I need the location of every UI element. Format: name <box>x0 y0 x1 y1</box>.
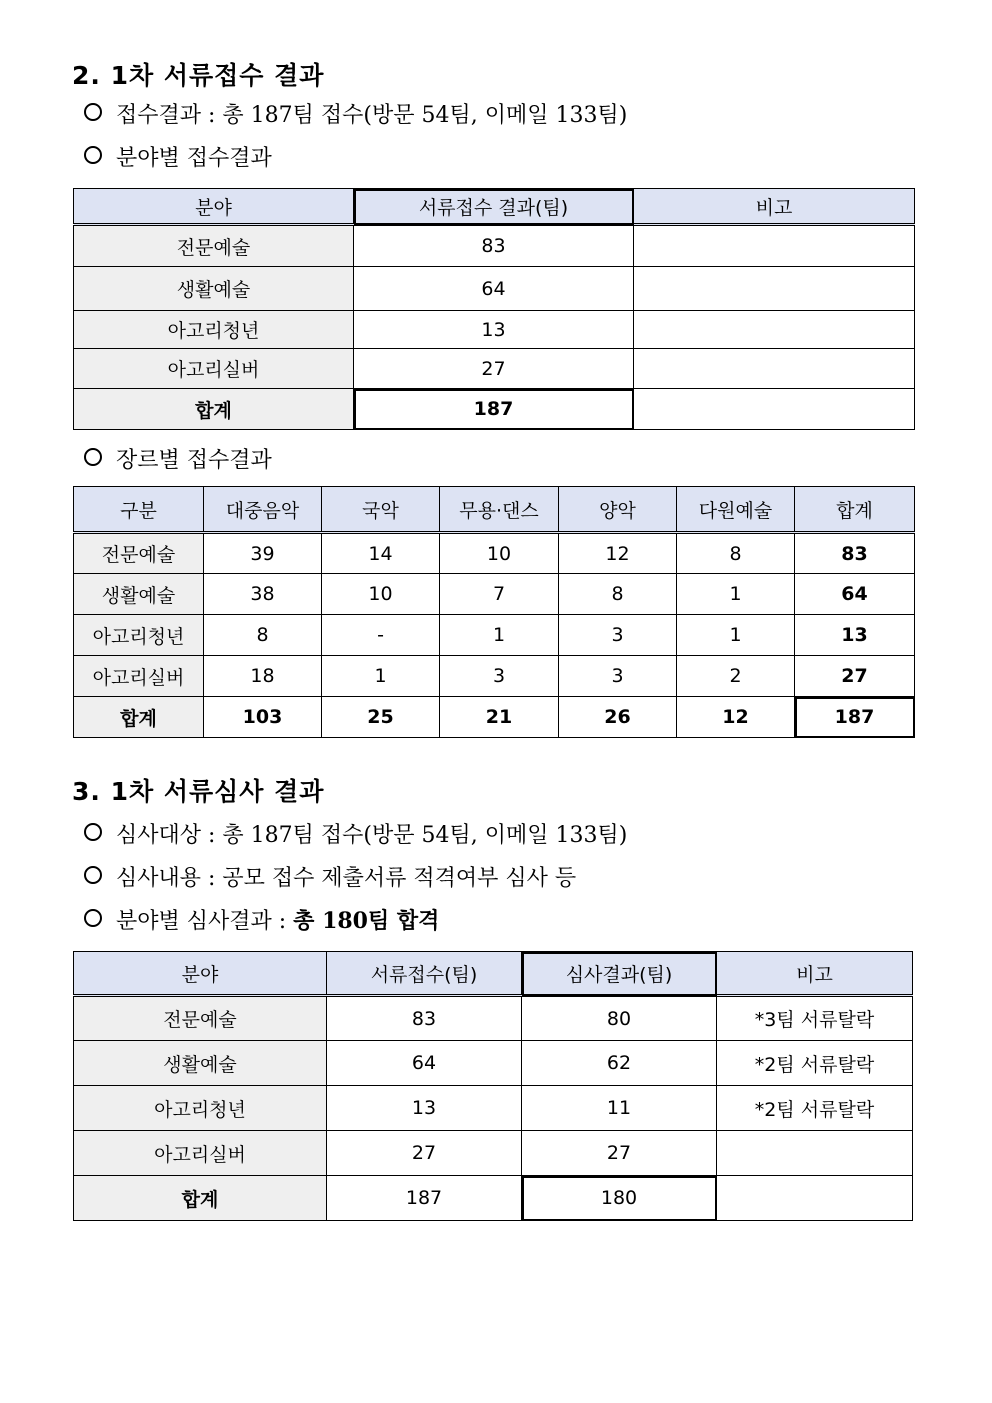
table-header: 양악 <box>559 487 677 533</box>
circle-bullet-icon <box>84 448 102 466</box>
table-cell: 18 <box>204 656 322 697</box>
table-cell: 1 <box>677 615 795 656</box>
table-cell: 187 <box>327 1176 522 1221</box>
circle-bullet-icon <box>84 866 102 884</box>
table-total-row <box>74 697 915 738</box>
circle-bullet-icon <box>84 823 102 841</box>
table-row <box>74 267 915 311</box>
bullet-genre-result: 장르별 접수결과 <box>84 443 272 474</box>
table-cell: 합계 <box>74 389 354 430</box>
table-cell: 187 <box>795 697 915 738</box>
table-header: 비고 <box>717 952 913 996</box>
table-cell: *2팀 서류탈락 <box>717 1086 913 1131</box>
table-header: 무용·댄스 <box>440 487 559 533</box>
table-cell: 27 <box>795 656 915 697</box>
table-cell: 13 <box>354 311 634 349</box>
table-row <box>74 311 915 349</box>
table-header: 국악 <box>322 487 440 533</box>
table-cell: *3팀 서류탈락 <box>717 996 913 1041</box>
table-cell: 아고리청년 <box>74 1086 327 1131</box>
table-header: 다원예술 <box>677 487 795 533</box>
bullet-review-content: 심사내용 : 공모 접수 제출서류 적격여부 심사 등 <box>84 861 576 892</box>
table-row <box>74 656 915 697</box>
table-cell: 180 <box>522 1176 717 1221</box>
table-header: 서류접수 결과(팀) <box>354 189 634 225</box>
table-cell: 전문예술 <box>74 533 204 574</box>
table-total-row <box>74 389 915 430</box>
table-header: 심사결과(팀) <box>522 952 717 996</box>
table-header: 합계 <box>795 487 915 533</box>
table-cell: 64 <box>327 1041 522 1086</box>
table-row <box>74 574 915 615</box>
table-header: 분야 <box>74 189 354 225</box>
table-cell: - <box>322 615 440 656</box>
table-cell: 2 <box>677 656 795 697</box>
table-row <box>74 615 915 656</box>
table-cell <box>634 349 915 389</box>
table-cell: 21 <box>440 697 559 738</box>
table-header: 비고 <box>634 189 915 225</box>
table-header: 분야 <box>74 952 327 996</box>
bullet-reception-result: 접수결과 : 총 187팀 접수(방문 54팀, 이메일 133팀) <box>84 98 627 129</box>
table-cell <box>634 311 915 349</box>
table-cell: 13 <box>795 615 915 656</box>
table-header: 구분 <box>74 487 204 533</box>
table-cell: 103 <box>204 697 322 738</box>
table-cell <box>634 225 915 267</box>
table-row <box>74 996 913 1041</box>
table-cell: 10 <box>322 574 440 615</box>
table-cell: 83 <box>327 996 522 1041</box>
table-cell: 83 <box>795 533 915 574</box>
genre-reception-table <box>73 486 915 738</box>
table-cell: 아고리청년 <box>74 311 354 349</box>
table-cell: 3 <box>559 615 677 656</box>
table-cell: 3 <box>440 656 559 697</box>
table-cell: 8 <box>204 615 322 656</box>
table-cell: 27 <box>327 1131 522 1176</box>
bullet-review-result: 분야별 심사결과 : 총 180팀 합격 <box>84 904 439 935</box>
section2-heading: 2. 1차 서류접수 결과 <box>72 61 325 90</box>
table-header: 대중음악 <box>204 487 322 533</box>
table-cell: 187 <box>354 389 634 430</box>
table-cell: 8 <box>559 574 677 615</box>
table-cell: 생활예술 <box>74 267 354 311</box>
table-cell: 아고리실버 <box>74 1131 327 1176</box>
table-cell: 아고리청년 <box>74 615 204 656</box>
table-cell <box>634 267 915 311</box>
table-cell: 3 <box>559 656 677 697</box>
field-reception-table <box>73 188 915 430</box>
table-cell <box>717 1176 913 1221</box>
table-cell: 1 <box>440 615 559 656</box>
table-total-row <box>74 1176 913 1221</box>
table-row <box>74 225 915 267</box>
table-row <box>74 1086 913 1131</box>
table-header: 서류접수(팀) <box>327 952 522 996</box>
bullet-field-result: 분야별 접수결과 <box>84 141 272 172</box>
table-cell: 38 <box>204 574 322 615</box>
table-cell: 25 <box>322 697 440 738</box>
table-cell <box>717 1131 913 1176</box>
bullet-review-target: 심사대상 : 총 187팀 접수(방문 54팀, 이메일 133팀) <box>84 818 627 849</box>
table-cell: 27 <box>522 1131 717 1176</box>
table-cell: 전문예술 <box>74 225 354 267</box>
table-cell: 12 <box>677 697 795 738</box>
table-row <box>74 533 915 574</box>
table-cell: 27 <box>354 349 634 389</box>
table-cell: 64 <box>795 574 915 615</box>
table-cell: 83 <box>354 225 634 267</box>
review-result-table <box>73 951 913 1221</box>
table-cell: 80 <box>522 996 717 1041</box>
table-cell: 13 <box>327 1086 522 1131</box>
table-cell: 26 <box>559 697 677 738</box>
table-cell: 1 <box>322 656 440 697</box>
circle-bullet-icon <box>84 103 102 121</box>
table-cell: 12 <box>559 533 677 574</box>
table-cell: 7 <box>440 574 559 615</box>
table-cell <box>634 389 915 430</box>
table-row <box>74 1131 913 1176</box>
table-cell: 1 <box>677 574 795 615</box>
table-row <box>74 1041 913 1086</box>
table-cell: 생활예술 <box>74 574 204 615</box>
table-row <box>74 349 915 389</box>
table-cell: 전문예술 <box>74 996 327 1041</box>
table-cell: 64 <box>354 267 634 311</box>
table-cell: 생활예술 <box>74 1041 327 1086</box>
table-cell: 39 <box>204 533 322 574</box>
table-cell: 62 <box>522 1041 717 1086</box>
section3-heading: 3. 1차 서류심사 결과 <box>72 777 325 806</box>
table-cell: 11 <box>522 1086 717 1131</box>
table-cell: 8 <box>677 533 795 574</box>
table-cell: 14 <box>322 533 440 574</box>
table-cell: 아고리실버 <box>74 349 354 389</box>
circle-bullet-icon <box>84 909 102 927</box>
table-cell: *2팀 서류탈락 <box>717 1041 913 1086</box>
table-cell: 합계 <box>74 697 204 738</box>
circle-bullet-icon <box>84 146 102 164</box>
table-cell: 아고리실버 <box>74 656 204 697</box>
table-cell: 합계 <box>74 1176 327 1221</box>
table-cell: 10 <box>440 533 559 574</box>
